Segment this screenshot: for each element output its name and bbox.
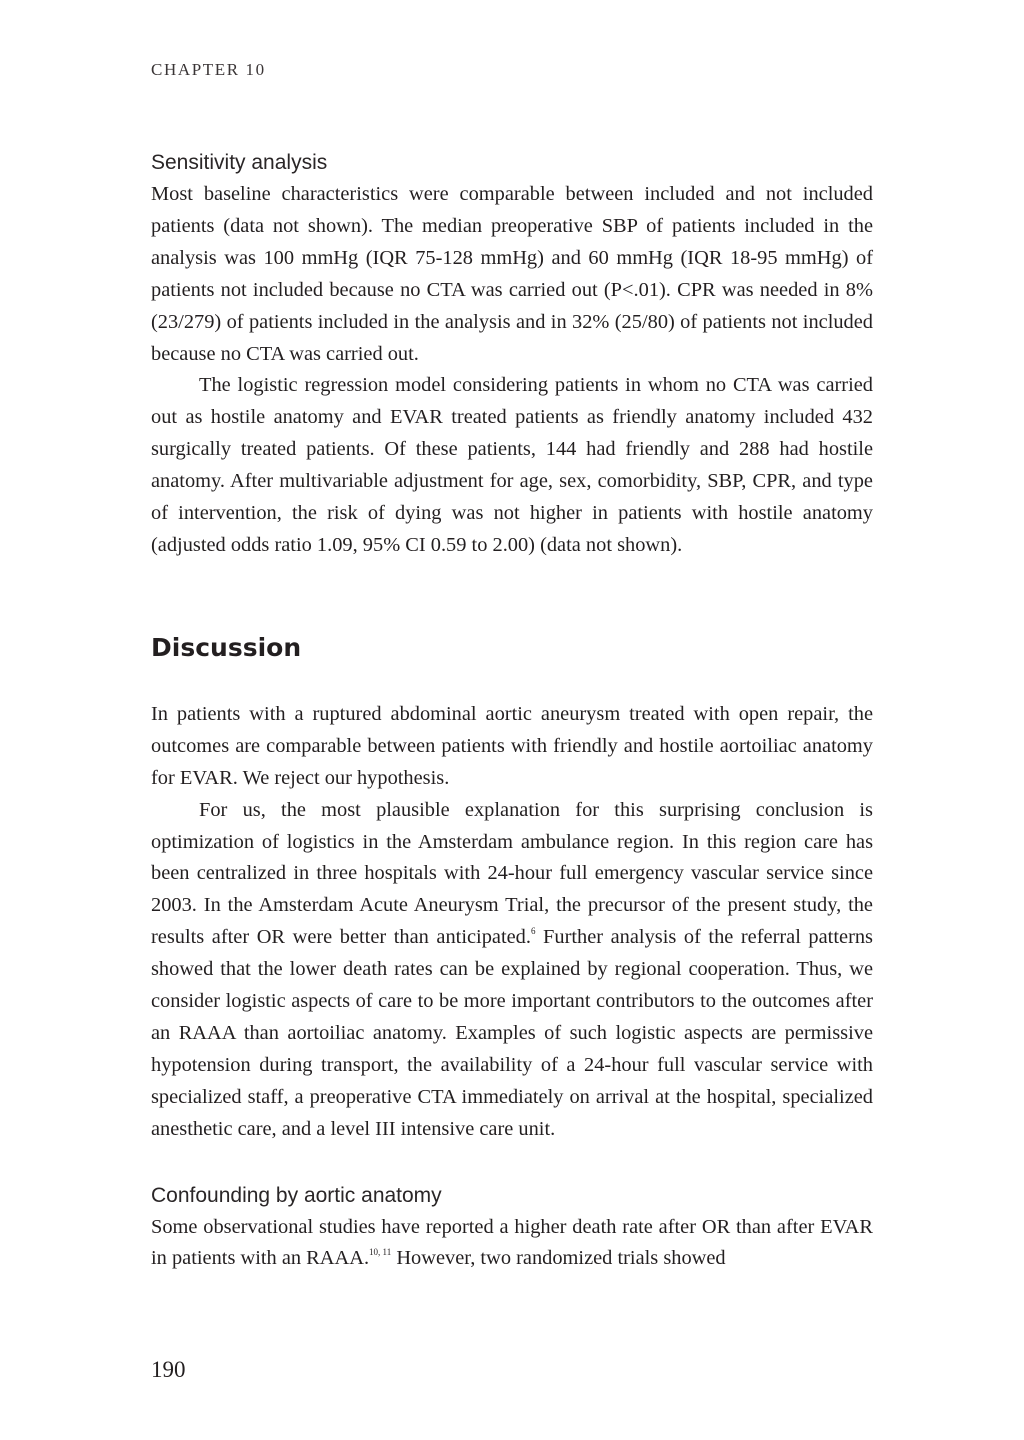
page-number: 190 — [151, 1357, 186, 1382]
citation-reference: 6 — [530, 926, 536, 937]
confounding-text-b: However, two randomized trials showed — [391, 1247, 726, 1270]
page-content — [151, 147, 873, 1275]
confounding-heading: Confounding by aortic anatomy — [151, 1183, 442, 1207]
citation-reference: 10, 11 — [369, 1247, 392, 1258]
spacer — [151, 1146, 873, 1180]
spacer — [151, 562, 873, 632]
running-head: CHAPTER 10 — [151, 60, 266, 79]
discussion-heading: Discussion — [151, 632, 302, 662]
spacer — [151, 664, 873, 699]
discussion-paragraph-2-text-b: Further analysis of the referral patterns showed that the lower death rates can be explained by regional cooperation. Thus, we consider logistic aspects of care to be more important contributors to the outcomes after an RAAA than aortoiliac anatomy. Examples of such logistic aspects are permissive hypotension during transport, the availability of a 24-hour full vascular service with specialized staff, a preoperative CTA immediately on arrival at the hospital, specialized anesthetic care, and a level III intensive care unit. — [151, 926, 873, 1140]
confounding-text-a: Some observational studies have reported a higher death rate after OR than after EVAR in patients with an RAAA. — [151, 1215, 873, 1270]
discussion-paragraph-2-text-a: For us, the most plausible explanation for this surprising conclusion is optimization of logistics in the Amsterdam ambulance region. In this region care has been centralized in three hospitals with 24-hour full emergency vascular service since 2003. In the Amsterdam Acute Aneurysm Trial, the precursor of the present study, the results after OR were better than anticipated. — [151, 798, 873, 949]
confounding-paragraph-1 — [151, 1212, 873, 1276]
sensitivity-analysis-heading: Sensitivity analysis — [151, 151, 328, 174]
discussion-paragraph-2 — [151, 795, 873, 1146]
discussion-paragraph-1: In patients with a ruptured abdominal aortic aneurysm treated with open repair, the outcomes are comparable between patients with friendly and hostile aortoiliac anatomy for EVAR. We reject our hypothesis. — [151, 702, 873, 789]
sensitivity-paragraph-2: The logistic regression model considering patients in whom no CTA was carried out as hostile anatomy and EVAR treated patients as friendly anatomy included 432 surgically treated patients. Of these patients, 144 had friendly and 288 had hostile anatomy. After multivariable adjustment for age, sex, comorbidity, SBP, CPR, and type of intervention, the risk of dying was not higher in patients with hostile anatomy (adjusted odds ratio 1.09, 95% CI 0.59 to 2.00) (data not shown). — [151, 374, 873, 556]
sensitivity-paragraph-1: Most baseline characteristics were comparable between included and not included patients (data not shown). The median preoperative SBP of patients included in the analysis was 100 mmHg (IQR 75-128 mmHg) and 60 mmHg (IQR 18-95 mmHg) of patients not included because no CTA was carried out (P<.01). CPR was needed in 8% (23/279) of patients included in the analysis and in 32% (25/80) of patients not included because no CTA was carried out. — [151, 183, 873, 365]
